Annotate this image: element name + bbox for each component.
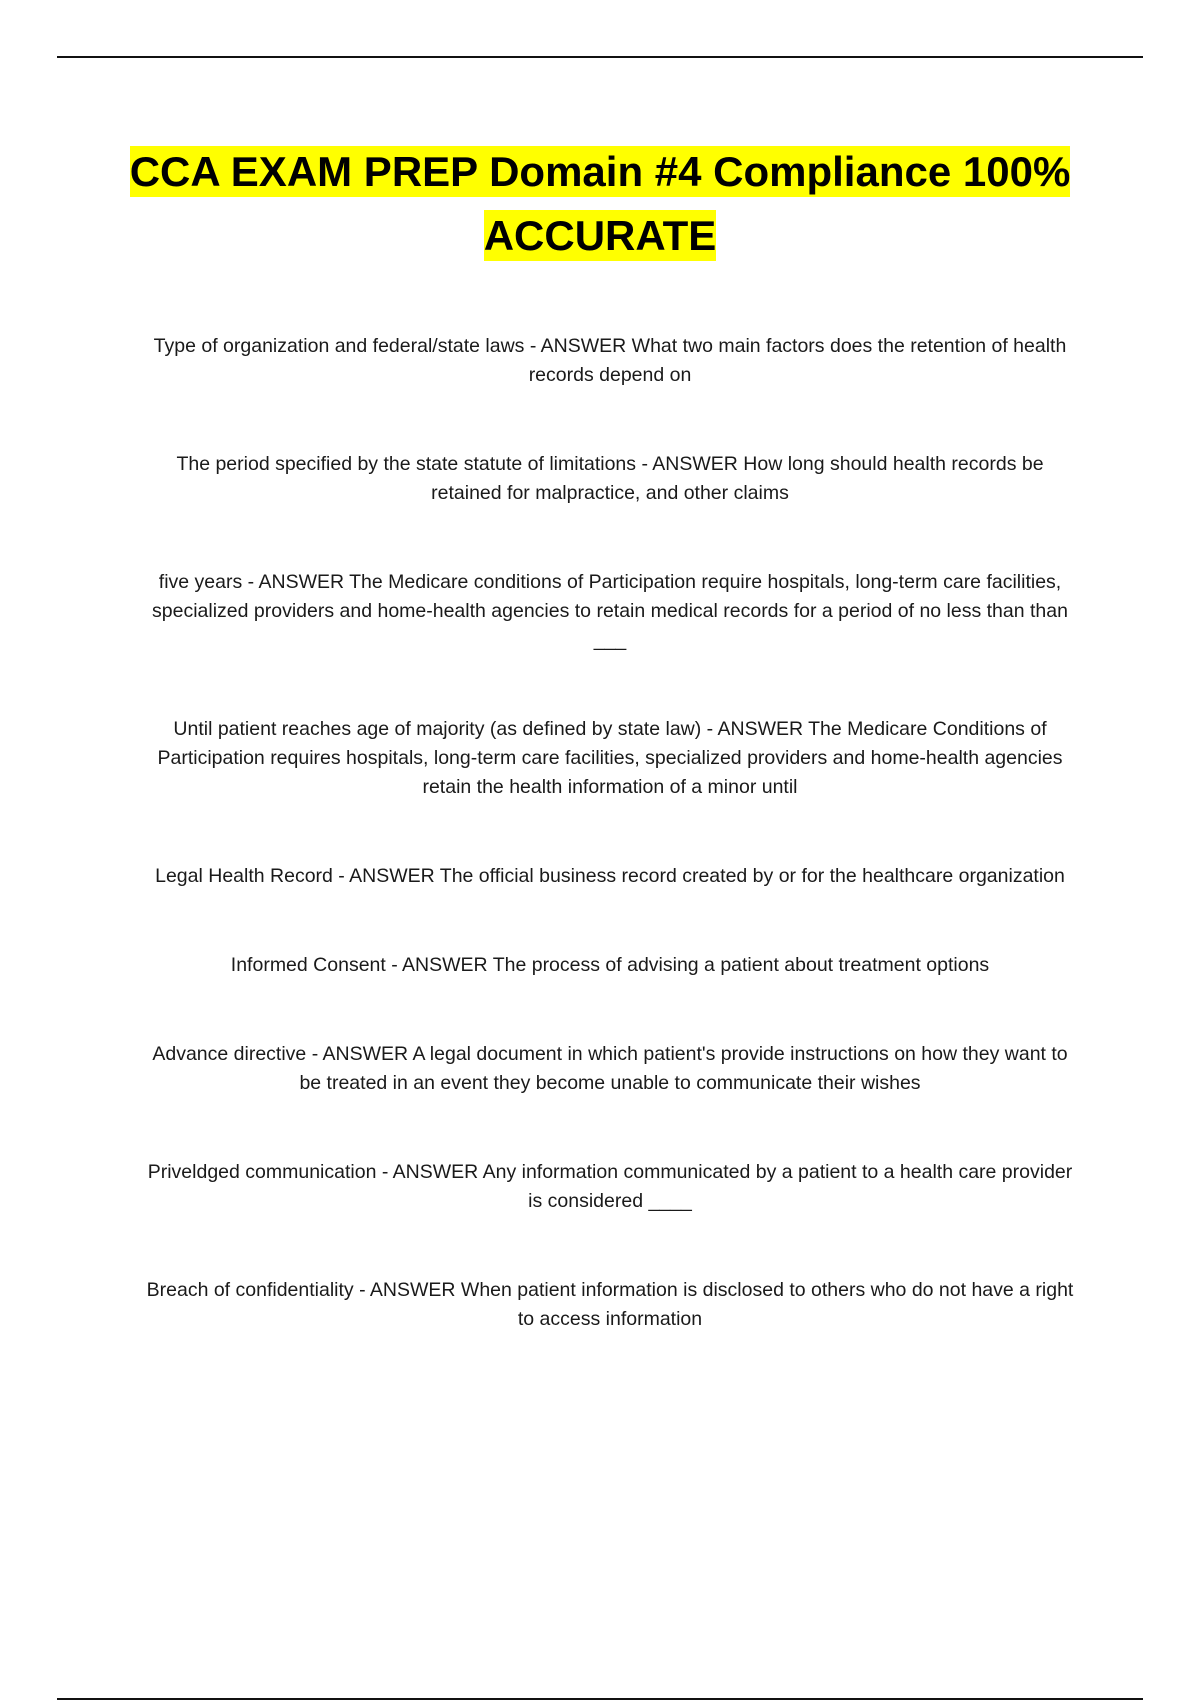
qa-item: Priveldged communication - ANSWER Any information communicated by a patient to a health care provider is considered ____ [147, 1161, 1073, 1212]
qa-item: Advance directive - ANSWER A legal document in which patient's provide instructions on how they want to be treated in an event they become unable to communicate their wishes [152, 1043, 1068, 1094]
document-title [120, 140, 1080, 268]
qa-item: five years - ANSWER The Medicare conditions of Participation require hospitals, long-term care facilities, specialized providers and home-health agencies to retain medical records for a period of no less than than ___ [152, 571, 1068, 651]
qa-item: Type of organization and federal/state laws - ANSWER What two main factors does the retention of health records depend on [153, 335, 1067, 386]
top-divider [57, 56, 1143, 58]
title-line-1: CCA EXAM PREP Domain #4 Compliance 100% [129, 148, 1071, 195]
qa-item: The period specified by the state statute of limitations - ANSWER How long should health records be retained for malpractice, and other claims [176, 453, 1044, 504]
qa-item: Breach of confidentiality - ANSWER When patient information is disclosed to others who do not have a right to access information [146, 1279, 1074, 1330]
qa-item: Until patient reaches age of majority (as defined by state law) - ANSWER The Medicare Conditions of Participation requires hospitals, long-term care facilities, specialized providers and home-health agencies retain the health information of a minor until [157, 718, 1063, 798]
qa-item: Legal Health Record - ANSWER The official business record created by or for the healthcare organization [155, 865, 1065, 887]
title-line-2: ACCURATE [483, 212, 717, 259]
qa-list [140, 332, 1080, 1334]
qa-item: Informed Consent - ANSWER The process of advising a patient about treatment options [230, 954, 990, 976]
